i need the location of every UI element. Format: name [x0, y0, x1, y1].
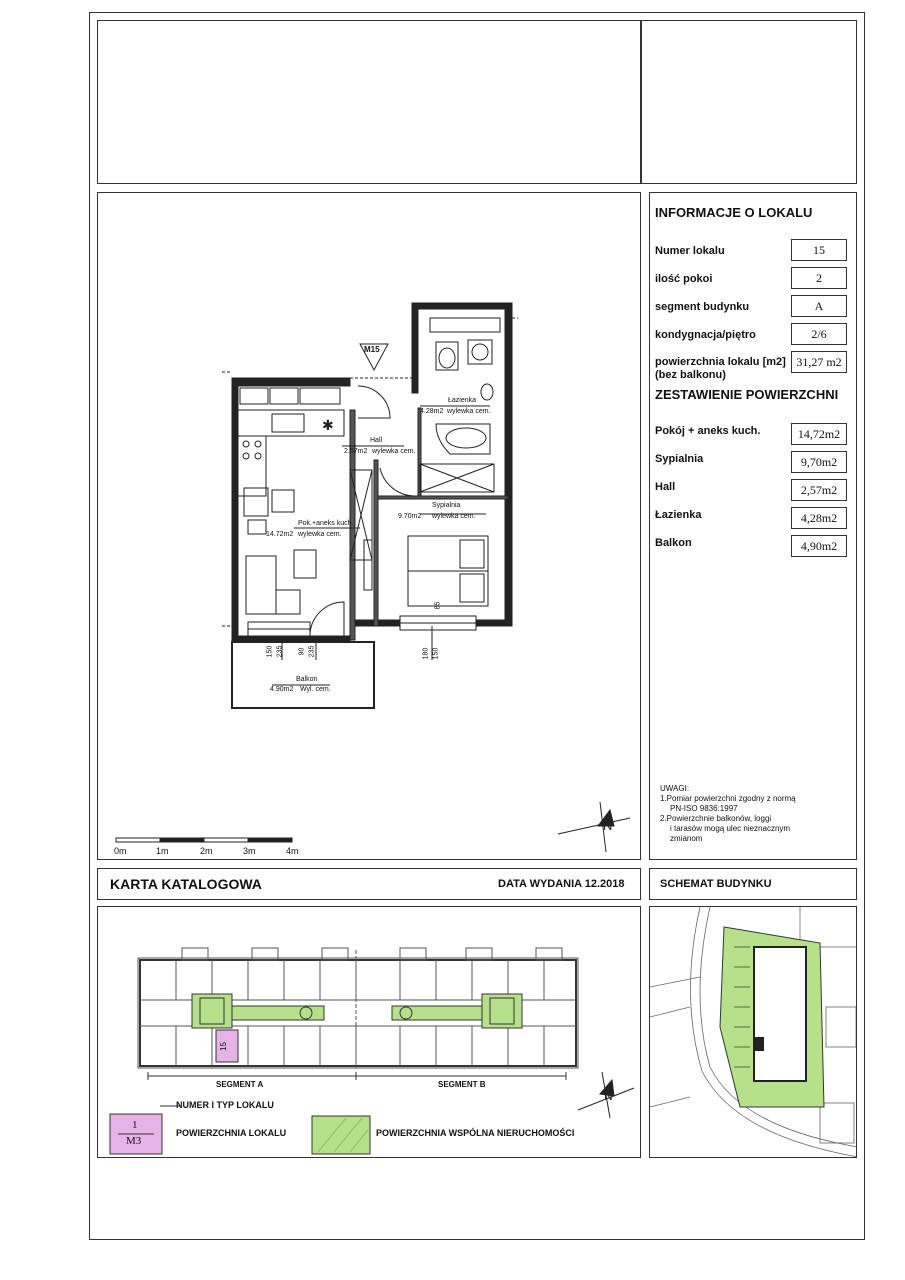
scale-1m: 1m [156, 846, 169, 856]
dim-90: 90 [298, 647, 306, 656]
balcony-area: 4.90m2 [270, 686, 294, 693]
dim-235-b: 235 [308, 645, 316, 658]
summary-value-hall: 2,57m2 [791, 479, 847, 501]
issue-date: DATA WYDANIA 12.2018 [498, 878, 625, 890]
info-value-unit-number: 15 [791, 239, 847, 261]
summary-label-living: Pokój + aneks kuch. [655, 425, 761, 437]
segment-b-label: SEGMENT B [438, 1080, 486, 1089]
bed-floor: wylewka cem. [432, 513, 476, 520]
scheme-title: SCHEMAT BUDYNKU [660, 878, 772, 890]
notes-heading: UWAGI: [660, 784, 690, 793]
scale-0m: 0m [114, 846, 127, 856]
balcony-name: Balkon [296, 676, 318, 683]
notes-line-1b: PN-ISO 9836:1997 [670, 804, 738, 813]
info-title: INFORMACJE O LOKALU [655, 205, 813, 220]
legend-unit-area: POWIERZCHNIA LOKALU [176, 1128, 287, 1138]
notes-line-2c: zmianom [670, 834, 703, 843]
site-map-box [649, 906, 857, 1158]
catalog-card-title: KARTA KATALOGOWA [110, 876, 262, 892]
info-label-unit-number: Numer lokalu [655, 245, 725, 257]
summary-label-balcony: Balkon [655, 537, 692, 549]
summary-value-balcony: 4,90m2 [791, 535, 847, 557]
living-name: Pok.+aneks kuch. [298, 520, 354, 527]
svg-text:N: N [603, 818, 613, 833]
living-floor: wylewka cem. [298, 531, 342, 538]
hall-name: Hall [370, 437, 383, 444]
dim-235-a: 235 [276, 645, 284, 658]
summary-label-bathroom: Łazienka [655, 509, 702, 521]
info-label-area: powierzchnia lokalu [m2] [655, 356, 786, 368]
bath-floor: wylewka cem. [447, 408, 491, 415]
dim-85: 85 [434, 601, 442, 610]
svg-text:✱: ✱ [322, 417, 334, 433]
svg-text:N: N [604, 1089, 613, 1103]
legend-sample-type: M3 [126, 1135, 142, 1147]
notes-line-2a: 2.Powierzchnie balkonów, loggi [660, 814, 772, 823]
dim-180: 180 [422, 647, 430, 660]
info-value-rooms: 2 [791, 267, 847, 289]
legend-number-type: NUMER I TYP LOKALU [176, 1100, 274, 1110]
bed-name: Sypialnia [432, 502, 461, 509]
hall-area: 2.57m2 [344, 448, 368, 455]
dim-150-b: 150 [432, 647, 440, 660]
notes-line-1a: 1.Pomiar powierzchni zgodny z normą [660, 794, 796, 803]
summary-value-bedroom: 9,70m2 [791, 451, 847, 473]
info-value-segment: A [791, 295, 847, 317]
scale-3m: 3m [243, 846, 256, 856]
scale-4m: 4m [286, 846, 299, 856]
hall-floor: wylewka cem. [372, 448, 416, 455]
info-label-floor: kondygnacja/piętro [655, 329, 756, 341]
notes-line-2b: i tarasów mogą ulec nieznacznym [670, 824, 791, 833]
scale-2m: 2m [200, 846, 213, 856]
legend-sample-number: 1 [132, 1119, 138, 1131]
summary-title: ZESTAWIENIE POWIERZCHNI [655, 387, 839, 402]
bath-name: Łazienka [448, 397, 477, 404]
dim-150-a: 150 [266, 645, 274, 658]
highlighted-unit-marker: 15 [218, 1042, 228, 1051]
living-area: 14.72m2 [266, 531, 294, 538]
info-value-floor: 2/6 [791, 323, 847, 345]
unit-tag: M15 [364, 345, 380, 354]
balcony-floor: Wyl. cem. [300, 686, 331, 693]
summary-value-bathroom: 4,28m2 [791, 507, 847, 529]
summary-label-bedroom: Sypialnia [655, 453, 704, 465]
summary-label-hall: Hall [655, 481, 676, 493]
bath-area: 4.28m2 [420, 408, 444, 415]
info-value-area: 31,27 m2 [791, 351, 847, 373]
site-map-drawing [650, 907, 857, 1158]
info-label-segment: segment budynku [655, 301, 750, 313]
legend-common-area: POWIERZCHNIA WSPÓLNA NIERUCHOMOŚCI [376, 1128, 575, 1138]
info-label-rooms: ilość pokoi [655, 273, 713, 285]
summary-value-living: 14,72m2 [791, 423, 847, 445]
segment-a-label: SEGMENT A [216, 1080, 264, 1089]
bed-area: 9.70m2 [398, 513, 422, 520]
info-label-area-sub: (bez balkonu) [655, 369, 726, 381]
